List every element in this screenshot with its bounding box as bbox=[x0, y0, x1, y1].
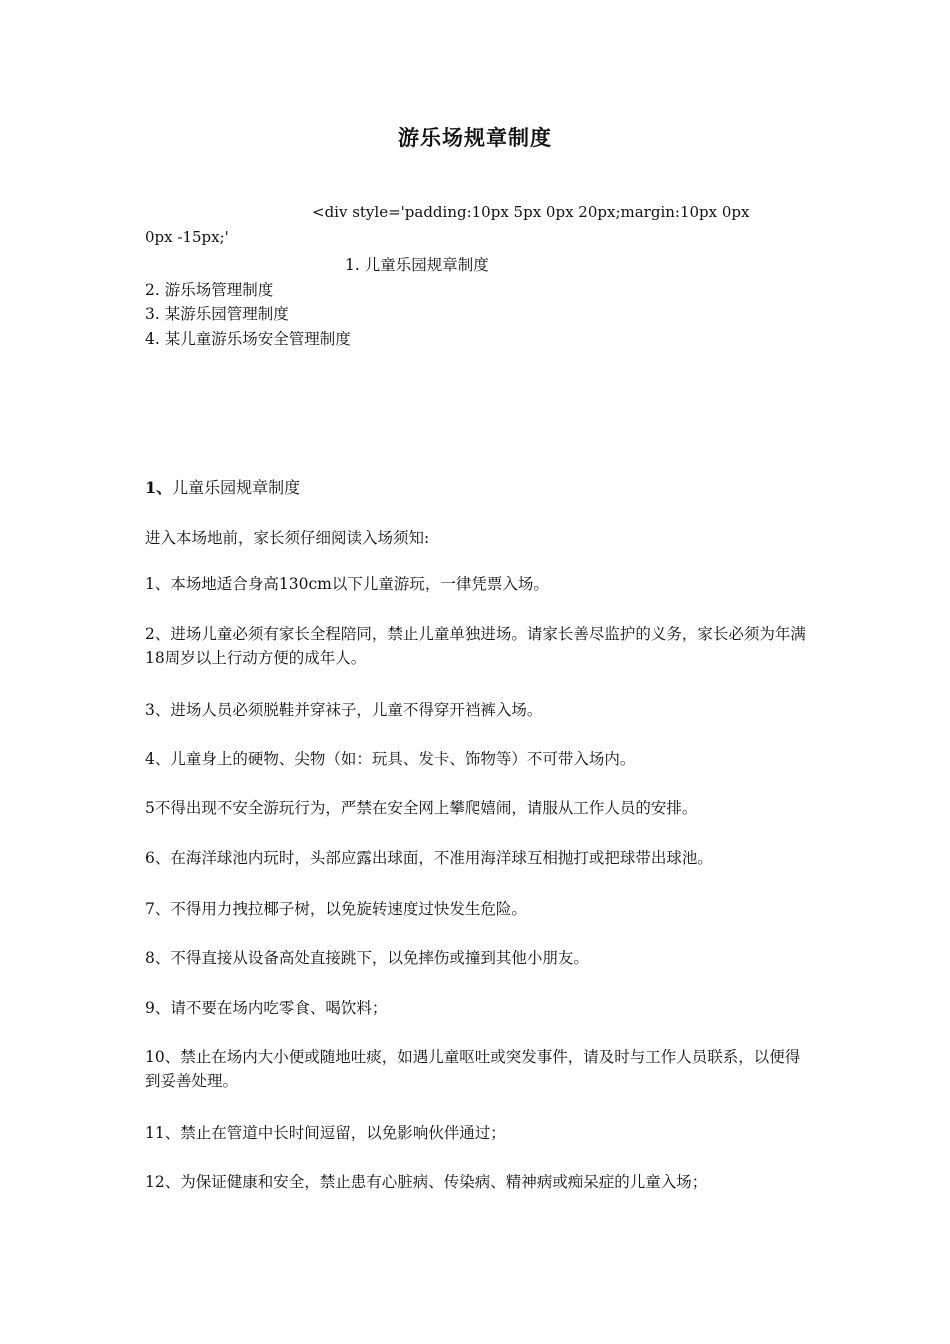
rule-item-4: 4、儿童身上的硬物、尖物（如：玩具、发卡、饰物等）不可带入场内。 bbox=[145, 750, 636, 768]
toc-item-2[interactable]: 2. 游乐场管理制度 bbox=[145, 281, 274, 299]
rule-item-3: 3、进场人员必须脱鞋并穿袜子，儿童不得穿开裆裤入场。 bbox=[145, 701, 543, 719]
rule-item-5: 5不得出现不安全游玩行为，严禁在安全网上攀爬嬉闹，请服从工作人员的安排。 bbox=[145, 799, 698, 817]
intro-text: 进入本场地前，家长须仔细阅读入场须知: bbox=[145, 529, 430, 547]
rule-item-7: 7、不得用力拽拉椰子树，以免旋转速度过快发生危险。 bbox=[145, 900, 527, 918]
document-title: 游乐场规章制度 bbox=[398, 126, 552, 150]
toc-item-4[interactable]: 4. 某儿童游乐场安全管理制度 bbox=[145, 330, 351, 348]
rule-item-11: 11、禁止在管道中长时间逗留，以免影响伙伴通过； bbox=[145, 1124, 506, 1142]
code-text-line-2: 0px -15px;' bbox=[145, 228, 229, 246]
rule-item-10: 10、禁止在场内大小便或随地吐痰，如遇儿童呕吐或突发事件，请及时与工作人员联系，以便得到妥善处理。 bbox=[145, 1048, 801, 1090]
toc-item-3[interactable]: 3. 某游乐园管理制度 bbox=[145, 305, 289, 323]
section-heading bbox=[145, 475, 300, 498]
rule-item-2: 2、进场儿童必须有家长全程陪同，禁止儿童单独进场。请家长善尽监护的义务，家长必须为年满18周岁以上行动方便的成年人。 bbox=[145, 625, 806, 667]
section-heading-number: 1、 bbox=[145, 478, 173, 497]
rule-item-8: 8、不得直接从设备高处直接跳下，以免摔伤或撞到其他小朋友。 bbox=[145, 949, 589, 967]
code-text-line-1: <div style='padding:10px 5px 0px 20px;margin:10px 0px bbox=[312, 203, 750, 221]
rule-item-9: 9、请不要在场内吃零食、喝饮料； bbox=[145, 999, 388, 1017]
section-heading-text: 儿童乐园规章制度 bbox=[172, 478, 301, 497]
rule-item-1: 1、本场地适合身高130cm以下儿童游玩，一律凭票入场。 bbox=[145, 575, 549, 593]
rule-item-6: 6、在海洋球池内玩时，头部应露出球面，不准用海洋球互相抛打或把球带出球池。 bbox=[145, 849, 713, 867]
rule-item-12: 12、为保证健康和安全，禁止患有心脏病、传染病、精神病或痴呆症的儿童入场； bbox=[145, 1173, 708, 1191]
toc-item-1[interactable]: 1. 儿童乐园规章制度 bbox=[345, 256, 489, 274]
